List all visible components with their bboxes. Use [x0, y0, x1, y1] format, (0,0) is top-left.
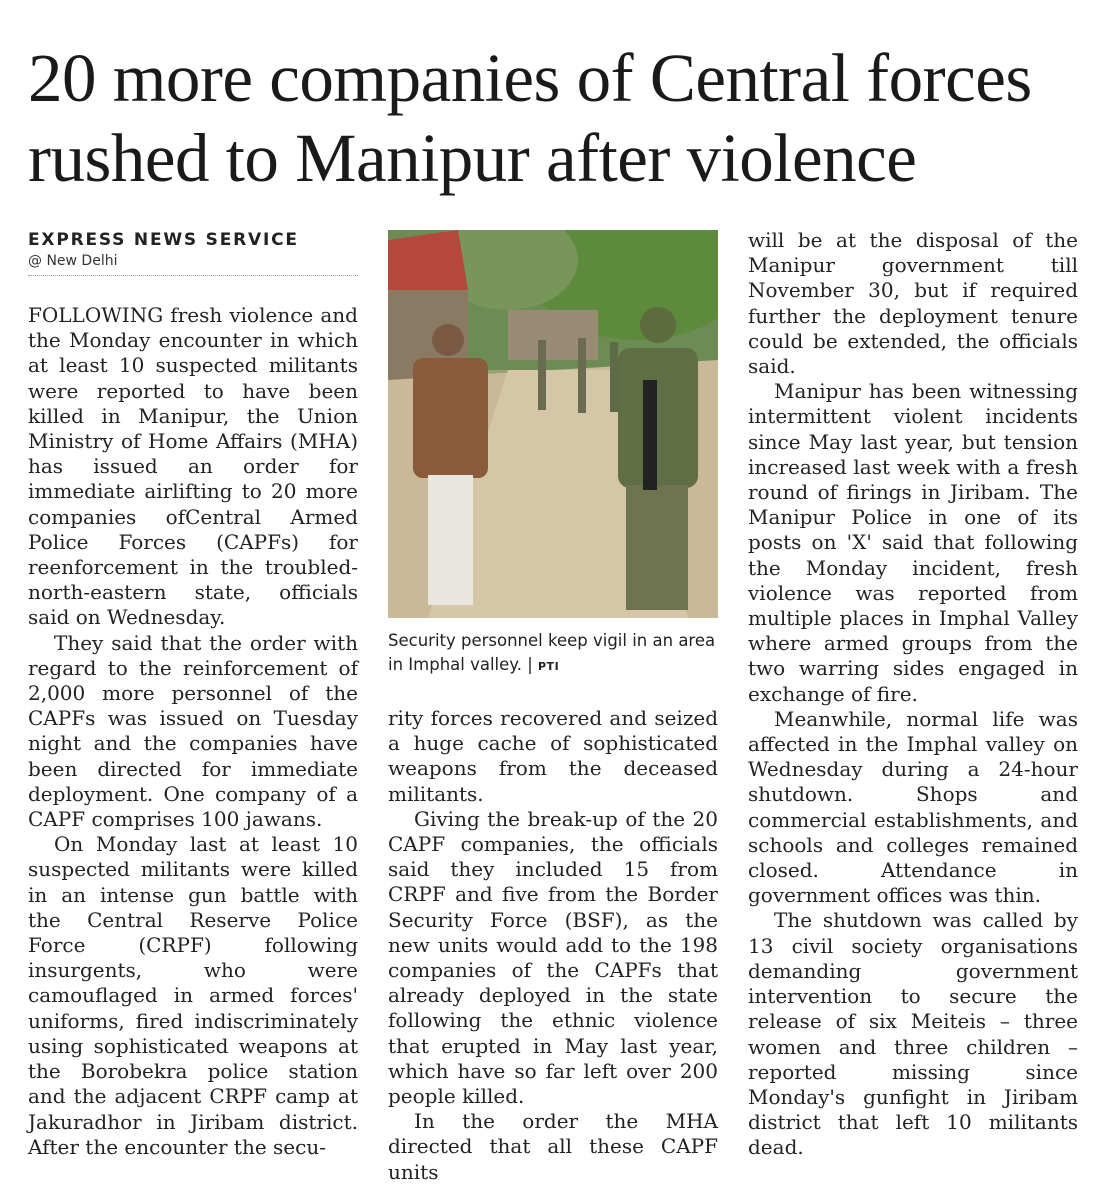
byline: [28, 229, 358, 276]
paragraph: Meanwhile, normal life was affected in the Imphal valley on Wednesday during a 24-hour shutdown. Shops and commercial establishments, and schools and colleges remained closed. Attendance in government offices was thin.: [748, 706, 1078, 908]
article-column-2: [388, 706, 718, 1185]
headline-line-2: rushed to Manipur after violence: [28, 120, 917, 196]
paragraph: will be at the disposal of the Manipur government till November 30, but if required further the deployment tenure could be extended, the officials said.: [748, 228, 1078, 379]
paragraph: On Monday last at least 10 suspected militants were killed in an intense gun battle with the Central Reserve Police Force (CRPF) following insurgents, who were camouflaged in armed forces' uniforms, fired indiscriminately using sophisticated weapons at the Borobekra police station and the adjacent CRPF camp at Jakuradhor in Jiribam district. After the encounter the secu-: [28, 832, 358, 1159]
paragraph: Manipur has been witnessing intermittent violent incidents since May last year, but tension increased last week with a fresh round of firings in Jiribam. The Manipur Police in one of its posts on 'X' said that following the Monday incident, fresh violence was reported from multiple places in Imphal Valley where armed groups from the two warring sides engaged in exchange of fire.: [748, 379, 1078, 706]
byline-dateline: @ New Delhi: [28, 253, 118, 269]
article-column-1: [28, 303, 358, 1160]
headline: [28, 38, 1088, 198]
news-photo: [388, 230, 718, 618]
paragraph: In the order the MHA directed that all these CAPF units: [388, 1109, 718, 1184]
photo-caption: [388, 629, 718, 679]
paragraph: rity forces recovered and seized a huge cache of sophisticated weapons from the deceased militants.: [388, 706, 718, 806]
paragraph: Giving the break-up of the 20 CAPF companies, the officials said they included 15 from CRPF and five from the Border Security Force (BSF), as the new units would add to the 198 companies of the CAPFs that already deployed in the state following the ethnic violence that erupted in May last year, which have so far left over 200 people killed.: [388, 806, 718, 1109]
photo-illustration: [388, 230, 718, 618]
paragraph: They said that the order with regard to the reinforcement of 2,000 more personnel of the CAPFs was issued on Tuesday night and the companies have been directed for immediate deployment. One company of a CAPF comprises 100 jawans.: [28, 630, 358, 832]
article-column-3: [748, 228, 1078, 1161]
headline-line-1: 20 more companies of Central forces: [28, 40, 1032, 116]
paragraph: FOLLOWING fresh violence and the Monday encounter in which at least 10 suspected militants were reported to have been killed in Manipur, the Union Ministry of Home Affairs (MHA) has issued an order for immediate airlifting to 20 more companies ofCentral Armed Police Forces (CAPFs) for reenforcement in the troubled-north-eastern state, officials said on Wednesday.: [28, 303, 358, 630]
byline-divider: [28, 275, 358, 276]
caption-text: Security personnel keep vigil in an area in Imphal valley. |: [388, 631, 716, 674]
photo-credit: PTI: [538, 660, 560, 673]
byline-agency: EXPRESS NEWS SERVICE: [28, 230, 299, 250]
paragraph: The shutdown was called by 13 civil society organisations demanding government intervention to secure the release of six Meiteis – three women and three children – reported missing since Monday's gunfight in Jiribam district that left 10 militants dead.: [748, 908, 1078, 1160]
